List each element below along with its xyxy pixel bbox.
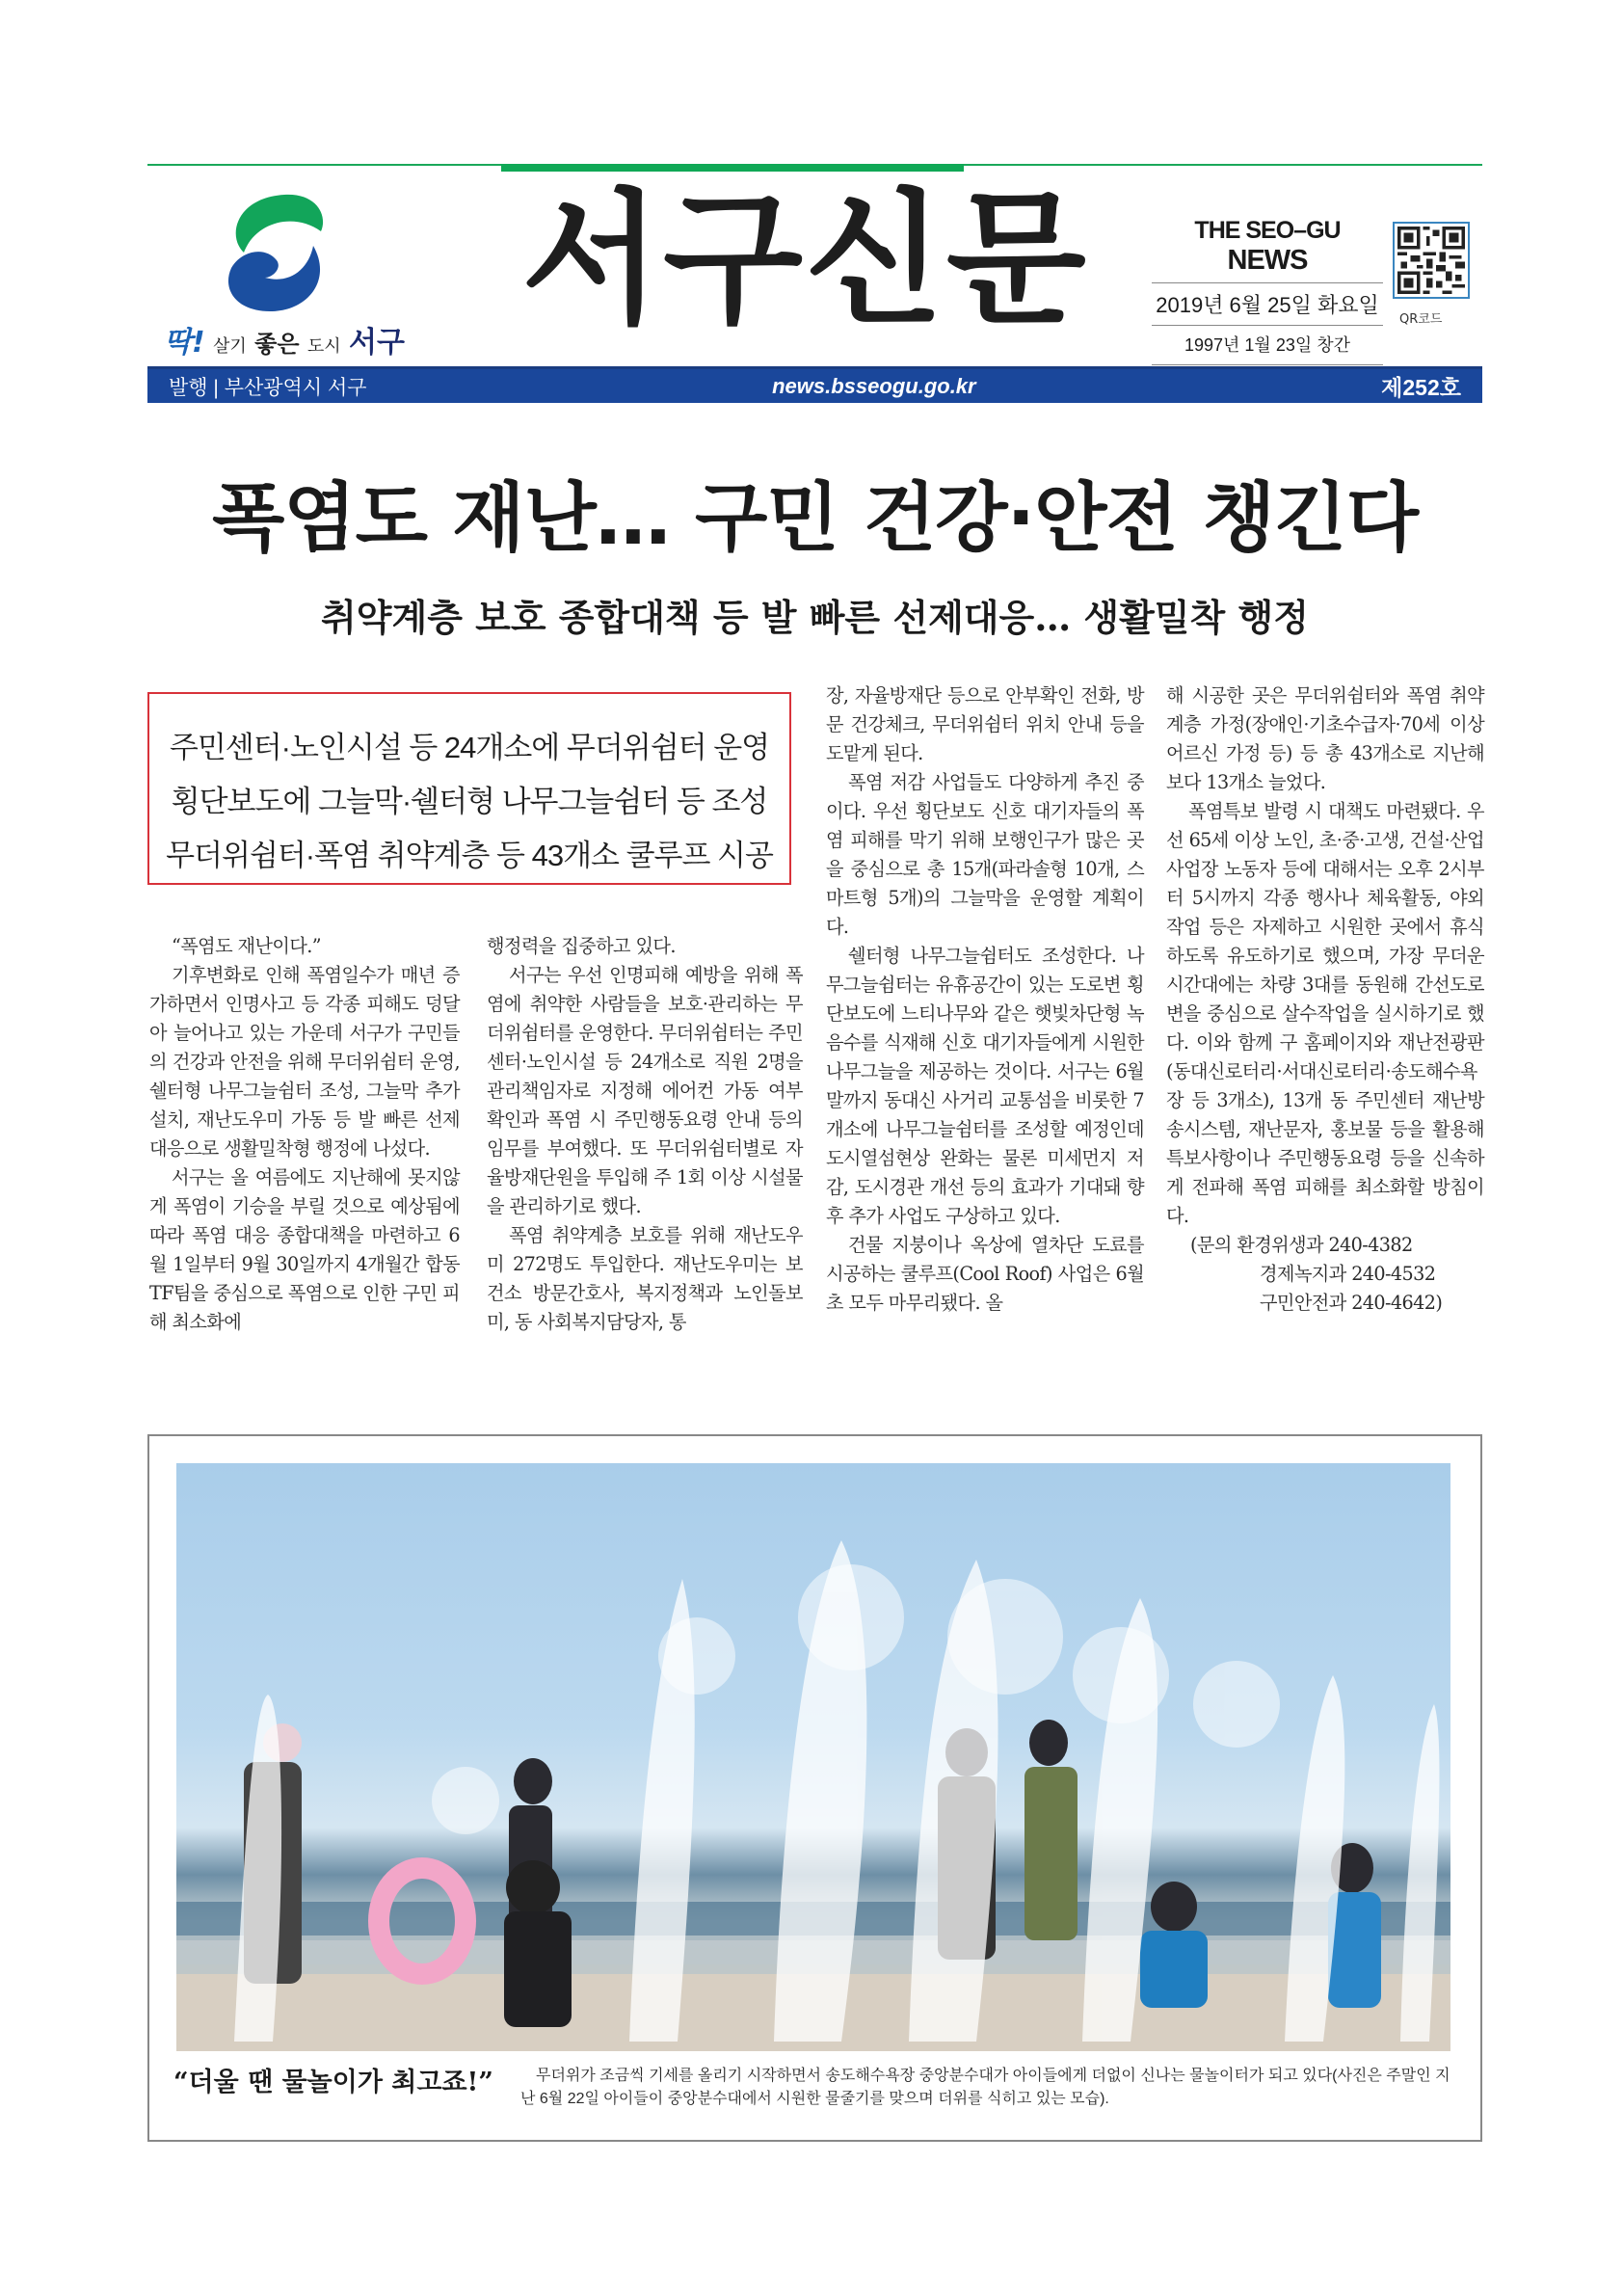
photo-caption-text: 무더위가 조금씩 기세를 올리기 시작하면서 송도해수욕장 중앙분수대가 아이들에게 더없이 신나는 물놀이터가 되고 있다(사진은 주말인 지난 6월 22일 아이들이 중앙분수대에서 시원한 물줄기를 맞으며 더위를 식히고 있는 모습).	[520, 2068, 1450, 2107]
website-link[interactable]: news.bsseogu.go.kr	[772, 373, 976, 398]
paragraph: 서구는 올 여름에도 지난해에 못지않게 폭염이 기승을 부릴 것으로 예상됨에 따라 폭염 대응 종합대책을 마련하고 6월 1일부터 9월 30일까지 4개월간 합동TF팀을 중심으로 폭염으로 인한 구민 피해 최소화에	[149, 1166, 460, 1333]
issue-number: 제252호	[1381, 375, 1461, 400]
masthead-green-rule	[501, 164, 964, 172]
photo-caption-title: “더울 땐 물놀이가 최고죠!”	[173, 2068, 493, 2097]
paragraph: 기후변화로 인해 폭염일수가 매년 증가하면서 인명사고 등 각종 피해도 덩달아 늘어나고 있는 가운데 서구가 구민들의 건강과 안전을 위해 무더위쉼터 운영, 쉘터형 나무그늘쉼터 조성, 그늘막 추가 설치, 재난도우미 가동 등 발 빠른 선제대응으로 생활밀착형 행정에 나섰다.	[149, 964, 460, 1160]
publisher-label: 발행 | 부산광역시 서구	[169, 376, 367, 399]
contact-row: 구민안전과 240-4642)	[1260, 1292, 1443, 1314]
city-slogan: 딱! 살기 좋은 도시 서구	[164, 326, 406, 360]
publisher-bar	[147, 366, 1482, 403]
masthead-title: 서구신문	[521, 176, 1088, 344]
article-column-4	[1166, 681, 1484, 1318]
qr-code-icon[interactable]	[1393, 222, 1470, 299]
photo-box	[147, 1434, 1482, 2142]
paragraph: 건물 지붕이나 옥상에 열차단 도료를 시공하는 쿨루프(Cool Roof) 사업은 6월 초 모두 마무리됐다. 올	[826, 1234, 1144, 1314]
paragraph: 장, 자율방재단 등으로 안부확인 전화, 방문 건강체크, 무더위쉼터 위치 안내 등을 도맡게 된다.	[826, 684, 1144, 764]
contact-row: (문의 환경위생과 240-4382	[1190, 1234, 1413, 1256]
article-column-3	[826, 681, 1144, 1318]
summary-line: 횡단보도에 그늘막·쉘터형 나무그늘쉼터 등 조성	[171, 785, 768, 818]
founded-date: 1997년 1월 23일 창간	[1152, 326, 1383, 365]
paragraph: 폭염 저감 사업들도 다양하게 추진 중이다. 우선 횡단보도 신호 대기자들의 폭염 피해를 막기 위해 보행인구가 많은 곳을 중심으로 총 15개(파라솔형 10개, 스마트형 5개)의 그늘막을 운영할 계획이다.	[826, 771, 1144, 938]
fountain-photo	[176, 1463, 1450, 2051]
paragraph: 폭염특보 발령 시 대책도 마련됐다. 우선 65세 이상 노인, 초·중·고생, 건설·산업 사업장 노동자 등에 대해서는 오후 2시부터 5시까지 각종 행사나 체육활동, 야외작업 등은 자제하고 시원한 곳에서 휴식하도록 유도하기로 했으며, 가장 무더운 시간대에는 차량 3대를 동원해 간선도로변을 중심으로 살수작업을 실시하기로 했다. 이와 함께 구 홈페이지와 재난전광판(동대신로터리·서대신로터리·송도해수욕장 등 3개소), 13개 동 주민센터 재난방송시스템, 재난문자, 홍보물 등을 활용해 특보사항이나 주민행동요령 등을 신속하게 전파해 폭염 피해를 최소화할 방침이다.	[1166, 800, 1484, 1227]
paragraph: 서구는 우선 인명피해 예방을 위해 폭염에 취약한 사람들을 보호·관리하는 무더위쉼터를 운영한다. 무더위쉼터는 주민센터·노인시설 등 24개소로 직원 2명을 관리책임자로 지정해 에어컨 가동 여부 확인과 폭염 시 주민행동요령 안내 등의 임무를 부여했다. 또 무더위쉼터별로 자율방재단원을 투입해 주 1회 이상 시설물을 관리하기로 했다.	[487, 964, 803, 1217]
english-title: THE SEO–GU NEWS	[1152, 217, 1383, 283]
issue-meta	[1152, 217, 1383, 365]
qr-code-label: QR코드	[1399, 312, 1443, 327]
paragraph: 행정력을 집중하고 있다.	[487, 935, 676, 957]
paragraph: “폭염도 재난이다.”	[172, 935, 321, 957]
summary-box	[147, 692, 791, 885]
summary-line: 무더위쉼터·폭염 취약계층 등 43개소 쿨루프 시공	[166, 839, 773, 872]
article-subheadline: 취약계층 보호 종합대책 등 발 빠른 선제대응… 생활밀착 행정	[321, 596, 1309, 639]
article-column-1	[149, 932, 460, 1337]
issue-date: 2019년 6월 25일 화요일	[1152, 283, 1383, 326]
summary-line: 주민센터·노인시설 등 24개소에 무더위쉼터 운영	[169, 731, 770, 764]
contact-info	[1166, 1231, 1484, 1318]
paragraph: 쉘터형 나무그늘쉼터도 조성한다. 나무그늘쉼터는 유휴공간이 있는 도로변 횡단보도에 느티나무와 같은 햇빛차단형 녹음수를 식재해 신호 대기자들에게 시원한 나무그늘을 제공하는 것이다. 서구는 6월 말까지 동대신 사거리 교통섬을 비롯한 7개소에 나무그늘쉼터를 조성할 예정인데 도시열섬현상 완화는 물론 미세먼지 저감, 도시경관 개선 등의 효과가 기대돼 향후 추가 사업도 구상하고 있다.	[826, 945, 1144, 1227]
contact-row: 경제녹지과 240-4532	[1260, 1263, 1436, 1285]
article-column-2	[487, 932, 803, 1337]
seogu-logo-icon	[217, 193, 333, 313]
article-headline: 폭염도 재난… 구민 건강·안전 챙긴다	[211, 475, 1419, 562]
paragraph: 폭염 취약계층 보호를 위해 재난도우미 272명도 투입한다. 재난도우미는 보건소 방문간호사, 복지정책과 노인돌보미, 동 사회복지담당자, 통	[487, 1224, 803, 1333]
paragraph: 해 시공한 곳은 무더위쉼터와 폭염 취약계층 가정(장애인·기초수급자·70세 이상 어르신 가정 등) 등 총 43개소로 지난해 보다 13개소 늘었다.	[1166, 684, 1484, 793]
